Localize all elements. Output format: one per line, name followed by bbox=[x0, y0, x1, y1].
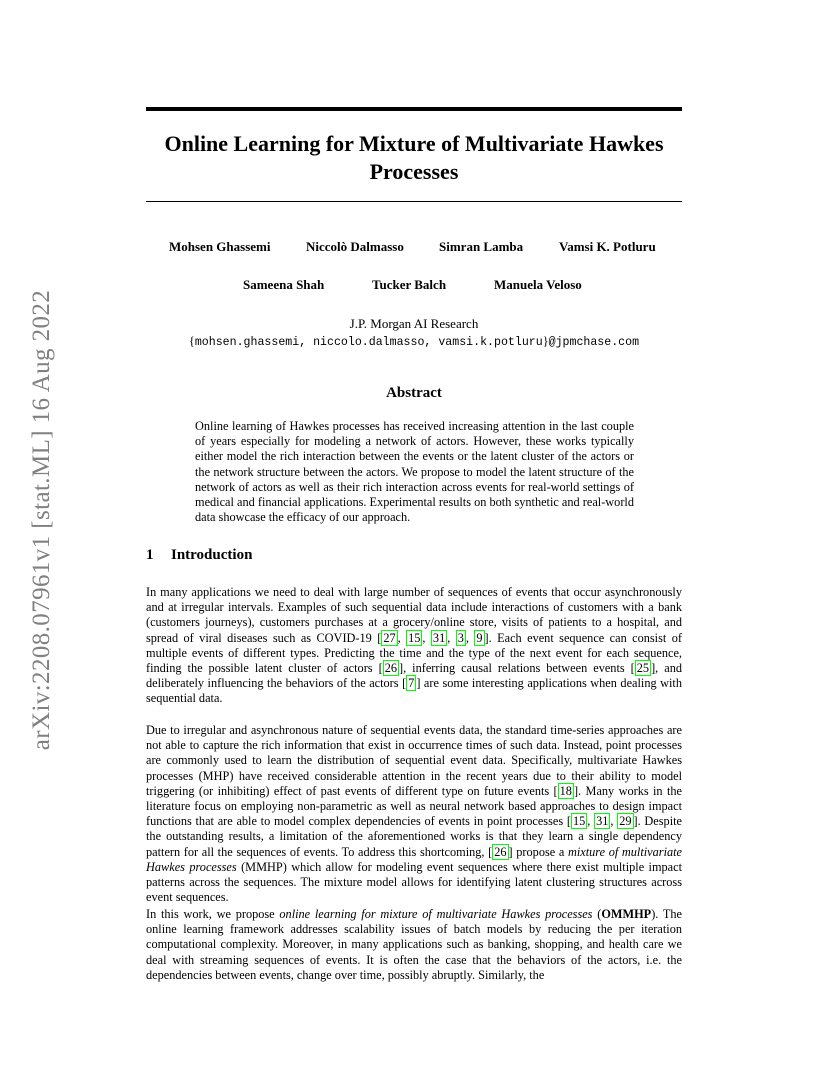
author-name: Tucker Balch bbox=[372, 277, 447, 292]
citation-link[interactable]: 18 bbox=[559, 783, 572, 798]
author-emails: {mohsen.ghassemi, niccolo.dalmasso, vamsi.k.potluru}@jpmchase.com bbox=[188, 334, 640, 349]
citation-link[interactable]: 25 bbox=[636, 661, 650, 676]
citation-link[interactable]: 31 bbox=[432, 630, 446, 645]
citation-link[interactable]: 31 bbox=[596, 814, 609, 829]
author-name: Manuela Veloso bbox=[494, 277, 582, 292]
citation-link[interactable]: 15 bbox=[572, 814, 586, 829]
intro-paragraph-3: In this work, we propose online learning for mixture of multivariate Hawkes processes (OMMHP). The online learning framework addresses scalability issues of batch models by reducing the per iteration computational complexity. Moreover, in many applications such as banking, shopping, and health care we deal with streaming sequences of events. It is often the case that the behaviors of the actors, i.e. the dependencies between events, change over time, possibly abruptly. Similarly, the bbox=[146, 907, 683, 982]
affiliation: J.P. Morgan AI Research bbox=[349, 316, 479, 331]
intro-paragraph-2: Due to irregular and asynchronous nature of sequential events data, the standard time-series approaches are not able to capture the rich information that exist in occurrence times of such data. Instead, point processes are commonly used to learn the distribution of sequential event data. Specifically, multivariate Hawkes processes (MHP) have received considerable attention in the recent years due to their ability to model triggering (or inhibiting) effect of past events of different type on future events [ 18 ]. Many works in the literature focus on employing non-parametric as well as neural network based approaches to design impact functions that are able to model complex dependencies of events in point processes [ 15 , 31 , 29 ]. Despite the outstanding results, a limitation of the aforementioned works is that they learn a single dependency pattern for all the sequences of events. To address this shortcoming, [ 26 ] propose a mixture of multivariate Hawkes processes (MMHP) which allow for modeling event sequences where there exist multiple impact patterns across the sequences. The mixture model allows for identifying latent clustering structures across event sequences. bbox=[146, 723, 683, 905]
citation-link[interactable]: 29 bbox=[619, 814, 632, 829]
citation-link[interactable]: 3 bbox=[457, 630, 464, 645]
citation-link[interactable]: 27 bbox=[383, 630, 396, 645]
author-name: Mohsen Ghassemi bbox=[169, 239, 271, 254]
citation-link[interactable]: 9 bbox=[476, 630, 483, 645]
author-name: Vamsi K. Potluru bbox=[559, 239, 656, 254]
citation-link[interactable]: 26 bbox=[384, 661, 397, 676]
abstract-text: Online learning of Hawkes processes has received increasing attention in the last couple of years especially for modeling a network of actors. However, these works typically either model the rich interaction between the events or the latent cluster of the actors or the network structure between the actors. We propose to model the latent structure of the network of actors as well as their rich interaction across events for real-world settings of medical and financial applications. Experimental results on both synthetic and real-world data showcase the efficacy of our approach. bbox=[195, 419, 634, 525]
author-name: Niccolò Dalmasso bbox=[306, 239, 404, 254]
citation-link[interactable]: 15 bbox=[408, 630, 421, 645]
citation-link[interactable]: 26 bbox=[494, 844, 507, 859]
paper-title: Online Learning for Mixture of Multivariate Hawkes Processes bbox=[164, 131, 664, 184]
title-bottom-rule bbox=[146, 201, 682, 202]
author-name: Sameena Shah bbox=[243, 277, 325, 292]
author-name: Simran Lamba bbox=[439, 239, 524, 254]
intro-paragraph-1: In many applications we need to deal with large number of sequences of events that occur asynchronously and at irregular intervals. Examples of such sequential data include interactions of customers with a bank (customers journeys), customers purchases at a grocery/online store, visits of patients to a hospital, and spread of viral diseases such as COVID-19 [ 27 , 15 , 31 , 3 , 9 ]. Each event sequence can consist of multiple events of different types. Predicting the time and the type of the next event for each sequence, finding the possible latent cluster of actors [ 26 ], inferring causal relations between events [ 25 ], and deliberately influencing the behaviors of the actors [ 7 ] are some interesting applications when dealing with sequential data. bbox=[146, 585, 682, 706]
arxiv-identifier-stamp: arXiv:2208.07961v1 [stat.ML] 16 Aug 2022 bbox=[28, 289, 55, 751]
section-heading: 1 Introduction bbox=[146, 547, 253, 563]
abstract-heading: Abstract bbox=[386, 385, 442, 401]
citation-link[interactable]: 7 bbox=[408, 676, 415, 691]
title-top-rule bbox=[146, 107, 682, 111]
